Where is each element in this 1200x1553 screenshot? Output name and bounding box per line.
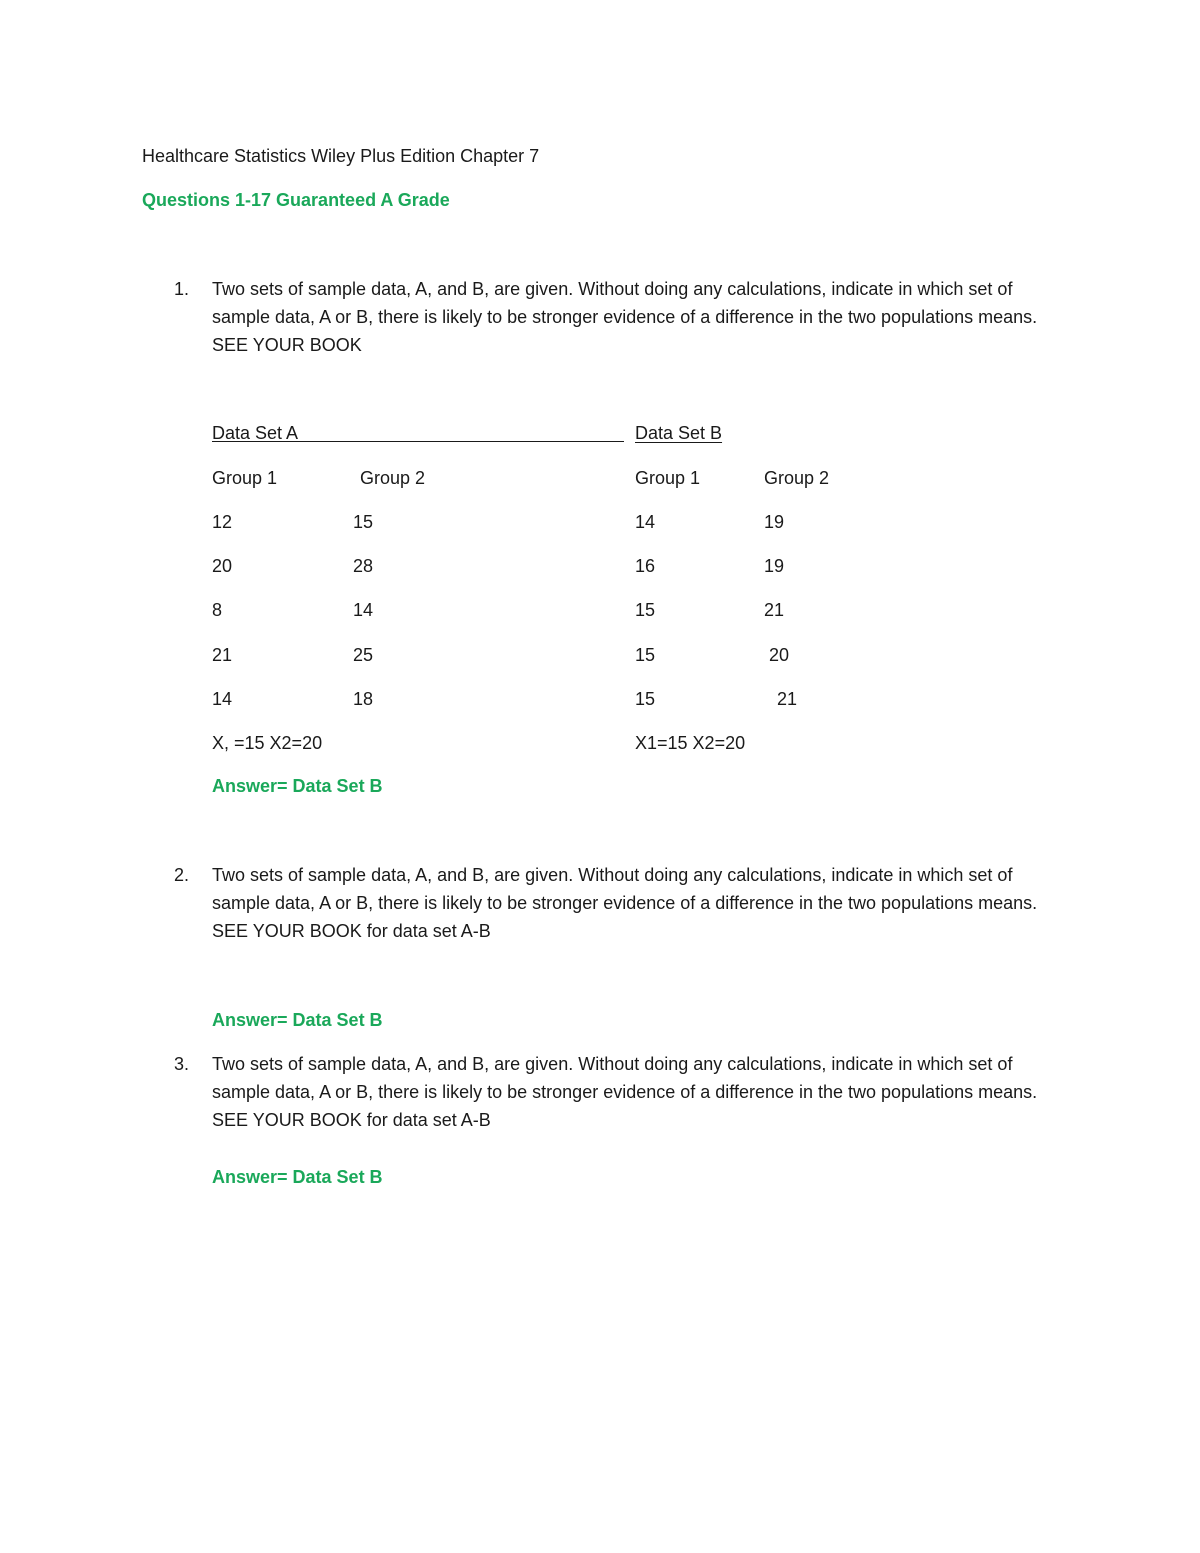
document-title: Healthcare Statistics Wiley Plus Edition Chapter 7 <box>142 146 540 166</box>
data-set-b-cell: 19 <box>764 556 785 576</box>
data-set-a-cell: 20 <box>212 556 233 576</box>
data-set-b-cell: 15 <box>635 689 656 709</box>
data-set-a-cell: 14 <box>212 689 233 709</box>
data-set-a-cell: 18 <box>353 689 374 709</box>
data-set-a-cell: 15 <box>353 512 374 532</box>
data-set-a-header-group1: Group 1 <box>212 468 278 488</box>
data-set-a-cell: 28 <box>353 556 374 576</box>
question-number: 3. <box>174 1054 190 1074</box>
data-set-b-cell: 16 <box>635 556 656 576</box>
data-set-b-cell: 20 <box>769 645 790 665</box>
data-set-a-underline <box>212 441 624 442</box>
data-set-a-cell: 21 <box>212 645 233 665</box>
data-set-b-means: X1=15 X2=20 <box>635 733 746 753</box>
question-text: Two sets of sample data, A, and B, are given. Without doing any calculations, indicate in which set of sample data, A or B, there is likely to be stronger evidence of a difference in the two populations means. SEE YOUR BOOK <box>212 279 1038 355</box>
question-number: 2. <box>174 865 190 885</box>
question-text: Two sets of sample data, A, and B, are given. Without doing any calculations, indicate in which set of sample data, A or B, there is likely to be stronger evidence of a difference in the two populations means. SEE YOUR BOOK for data set A-B <box>212 1054 1038 1130</box>
data-set-b-header-group2: Group 2 <box>764 468 830 488</box>
data-set-a-cell: 14 <box>353 600 374 620</box>
data-set-b-title: Data Set B <box>635 423 723 443</box>
document-subtitle: Questions 1-17 Guaranteed A Grade <box>142 190 450 210</box>
data-set-b-cell: 15 <box>635 645 656 665</box>
data-set-a-cell: 8 <box>212 600 223 620</box>
data-set-b-cell: 14 <box>635 512 656 532</box>
data-set-a-header-group2: Group 2 <box>360 468 426 488</box>
answer-text: Answer= Data Set B <box>212 776 383 796</box>
question-text: Two sets of sample data, A, and B, are given. Without doing any calculations, indicate in which set of sample data, A or B, there is likely to be stronger evidence of a difference in the two populations means. SEE YOUR BOOK for data set A-B <box>212 865 1038 941</box>
data-set-a-title: Data Set A <box>212 423 299 443</box>
question-number: 1. <box>174 279 190 299</box>
data-set-b-cell: 21 <box>777 689 798 709</box>
data-set-a-means: X, =15 X2=20 <box>212 733 323 753</box>
data-set-b-cell: 19 <box>764 512 785 532</box>
data-set-a-cell: 12 <box>212 512 233 532</box>
answer-text: Answer= Data Set B <box>212 1010 383 1030</box>
data-set-b-header-group1: Group 1 <box>635 468 701 488</box>
data-set-a-cell: 25 <box>353 645 374 665</box>
answer-text: Answer= Data Set B <box>212 1167 383 1187</box>
data-set-b-cell: 15 <box>635 600 656 620</box>
data-set-b-cell: 21 <box>764 600 785 620</box>
